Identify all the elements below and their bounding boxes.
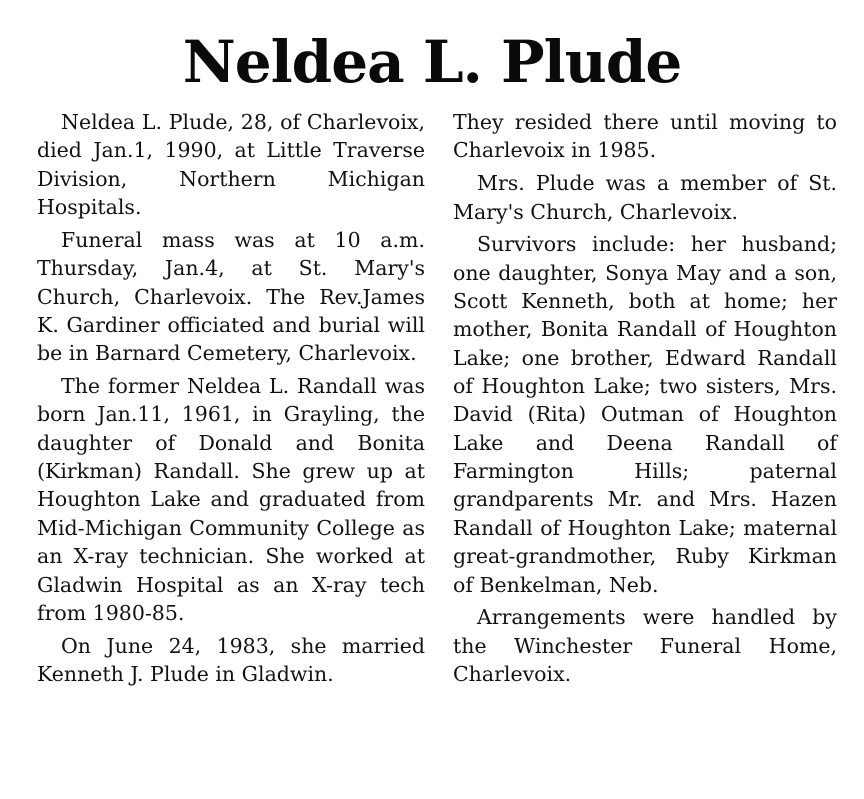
obituary-paragraph: On June 24, 1983, she married Kenneth J. Plude in Gladwin.	[37, 633, 425, 687]
obituary-paragraph: The former Neldea L. Randall was born Jan.11, 1961, in Grayling, the daughter of Donald and Bonita (Kirkman) Randall. She grew up at Houghton Lake and graduated from Mid-Michigan Community College as an X-ray technician. She worked at Gladwin Hospital as an X-ray tech from 1980-85.	[37, 374, 425, 625]
obituary-column-left	[37, 108, 425, 693]
obituary-paragraph: Arrangements were handled by the Winchester Funeral Home, Charlevoix.	[453, 605, 837, 687]
obituary-headline: Neldea L. Plude	[182, 28, 682, 96]
obituary-column-right	[453, 108, 837, 693]
obituary-paragraph: Survivors include: her husband; one daughter, Sonya May and a son, Scott Kenneth, both at home; her mother, Bonita Randall of Houghton Lake; one brother, Edward Randall of Houghton Lake; two sisters, Mrs. David (Rita) Outman of Houghton Lake and Deena Randall of Farmington Hills; paternal grandparents Mr. and Mrs. Hazen Randall of Houghton Lake; maternal great-grandmother, Ruby Kirkman of Benkelman, Neb.	[453, 232, 837, 597]
obituary-paragraph: Funeral mass was at 10 a.m. Thursday, Jan.4, at St. Mary's Church, Charlevoix. The Rev.James K. Gardiner officiated and burial will be in Barnard Cemetery, Charlevoix.	[37, 227, 425, 366]
obituary-paragraph-continued: They resided there until moving to Charlevoix in 1985.	[453, 110, 837, 163]
obituary-paragraph: Mrs. Plude was a member of St. Mary's Church, Charlevoix.	[453, 171, 837, 224]
obituary-paragraph: Neldea L. Plude, 28, of Charlevoix, died Jan.1, 1990, at Little Traverse Division, Northern Michigan Hospitals.	[37, 110, 425, 220]
